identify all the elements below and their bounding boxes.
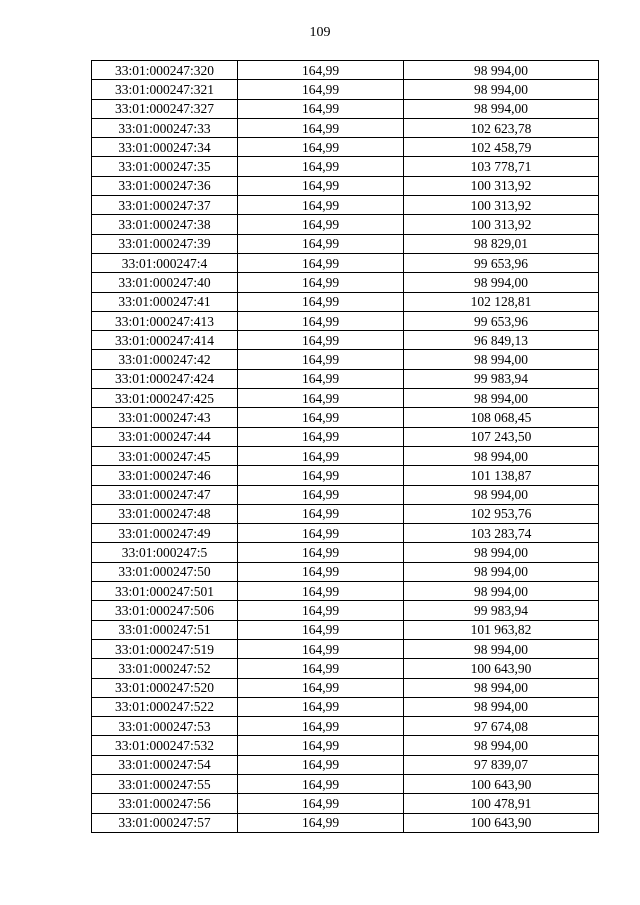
cadastral-number-cell: 33:01:000247:501 [92, 582, 238, 601]
table-row [92, 794, 599, 813]
area-cell: 164,99 [238, 774, 404, 793]
cadastral-number-cell: 33:01:000247:54 [92, 755, 238, 774]
table-row [92, 215, 599, 234]
table-row [92, 678, 599, 697]
area-cell: 164,99 [238, 273, 404, 292]
value-cell: 100 313,92 [404, 215, 599, 234]
table-row [92, 485, 599, 504]
value-cell: 97 674,08 [404, 717, 599, 736]
area-cell: 164,99 [238, 717, 404, 736]
cadastral-number-cell: 33:01:000247:49 [92, 524, 238, 543]
value-cell: 98 994,00 [404, 273, 599, 292]
area-cell: 164,99 [238, 697, 404, 716]
page-number: 109 [309, 25, 331, 40]
table-row [92, 176, 599, 195]
cadastral-number-cell: 33:01:000247:5 [92, 543, 238, 562]
value-cell: 101 963,82 [404, 620, 599, 639]
table-body [92, 61, 599, 833]
value-cell: 98 994,00 [404, 61, 599, 80]
table-row [92, 350, 599, 369]
value-cell: 101 138,87 [404, 466, 599, 485]
cadastral-number-cell: 33:01:000247:522 [92, 697, 238, 716]
table-row [92, 755, 599, 774]
table-row [92, 157, 599, 176]
cadastral-number-cell: 33:01:000247:55 [92, 774, 238, 793]
table-row [92, 80, 599, 99]
cadastral-number-cell: 33:01:000247:53 [92, 717, 238, 736]
table-row [92, 774, 599, 793]
table-row [92, 659, 599, 678]
value-cell: 102 623,78 [404, 118, 599, 137]
value-cell: 98 994,00 [404, 99, 599, 118]
table-row [92, 253, 599, 272]
cadastral-number-cell: 33:01:000247:35 [92, 157, 238, 176]
cadastral-number-cell: 33:01:000247:320 [92, 61, 238, 80]
cadastral-number-cell: 33:01:000247:44 [92, 427, 238, 446]
value-cell: 100 313,92 [404, 196, 599, 215]
value-cell: 102 953,76 [404, 504, 599, 523]
cadastral-number-cell: 33:01:000247:57 [92, 813, 238, 832]
cadastral-number-cell: 33:01:000247:519 [92, 639, 238, 658]
value-cell: 103 283,74 [404, 524, 599, 543]
value-cell: 98 994,00 [404, 736, 599, 755]
cadastral-number-cell: 33:01:000247:45 [92, 446, 238, 465]
value-cell: 98 994,00 [404, 697, 599, 716]
table-row [92, 543, 599, 562]
table-row [92, 466, 599, 485]
value-cell: 100 643,90 [404, 774, 599, 793]
area-cell: 164,99 [238, 813, 404, 832]
cadastral-number-cell: 33:01:000247:34 [92, 138, 238, 157]
cadastral-number-cell: 33:01:000247:39 [92, 234, 238, 253]
value-cell: 107 243,50 [404, 427, 599, 446]
value-cell: 98 829,01 [404, 234, 599, 253]
table-row [92, 717, 599, 736]
area-cell: 164,99 [238, 138, 404, 157]
area-cell: 164,99 [238, 292, 404, 311]
area-cell: 164,99 [238, 562, 404, 581]
value-cell: 103 778,71 [404, 157, 599, 176]
value-cell: 100 478,91 [404, 794, 599, 813]
cadastral-number-cell: 33:01:000247:56 [92, 794, 238, 813]
table-row [92, 562, 599, 581]
table-row [92, 504, 599, 523]
table-row [92, 273, 599, 292]
table-row [92, 582, 599, 601]
area-cell: 164,99 [238, 369, 404, 388]
value-cell: 98 994,00 [404, 582, 599, 601]
area-cell: 164,99 [238, 389, 404, 408]
area-cell: 164,99 [238, 176, 404, 195]
cadastral-number-cell: 33:01:000247:321 [92, 80, 238, 99]
area-cell: 164,99 [238, 639, 404, 658]
cadastral-number-cell: 33:01:000247:51 [92, 620, 238, 639]
table-row [92, 601, 599, 620]
cadastral-number-cell: 33:01:000247:37 [92, 196, 238, 215]
table-row [92, 697, 599, 716]
cadastral-number-cell: 33:01:000247:43 [92, 408, 238, 427]
cadastral-number-cell: 33:01:000247:50 [92, 562, 238, 581]
area-cell: 164,99 [238, 601, 404, 620]
cadastral-number-cell: 33:01:000247:46 [92, 466, 238, 485]
value-cell: 98 994,00 [404, 389, 599, 408]
table-row [92, 389, 599, 408]
value-cell: 98 994,00 [404, 543, 599, 562]
cadastral-number-cell: 33:01:000247:425 [92, 389, 238, 408]
cadastral-number-cell: 33:01:000247:38 [92, 215, 238, 234]
table-row [92, 99, 599, 118]
table-row [92, 118, 599, 137]
cadastral-number-cell: 33:01:000247:42 [92, 350, 238, 369]
table-row [92, 813, 599, 832]
cadastral-number-cell: 33:01:000247:52 [92, 659, 238, 678]
value-cell: 96 849,13 [404, 331, 599, 350]
area-cell: 164,99 [238, 215, 404, 234]
area-cell: 164,99 [238, 620, 404, 639]
cadastral-number-cell: 33:01:000247:520 [92, 678, 238, 697]
area-cell: 164,99 [238, 659, 404, 678]
value-cell: 98 994,00 [404, 350, 599, 369]
value-cell: 98 994,00 [404, 80, 599, 99]
value-cell: 97 839,07 [404, 755, 599, 774]
area-cell: 164,99 [238, 331, 404, 350]
area-cell: 164,99 [238, 157, 404, 176]
area-cell: 164,99 [238, 427, 404, 446]
area-cell: 164,99 [238, 485, 404, 504]
table-row [92, 234, 599, 253]
area-cell: 164,99 [238, 118, 404, 137]
area-cell: 164,99 [238, 446, 404, 465]
value-cell: 98 994,00 [404, 485, 599, 504]
value-cell: 102 458,79 [404, 138, 599, 157]
value-cell: 102 128,81 [404, 292, 599, 311]
cadastral-number-cell: 33:01:000247:532 [92, 736, 238, 755]
area-cell: 164,99 [238, 504, 404, 523]
area-cell: 164,99 [238, 234, 404, 253]
value-cell: 99 983,94 [404, 601, 599, 620]
area-cell: 164,99 [238, 196, 404, 215]
value-cell: 100 643,90 [404, 813, 599, 832]
table-row [92, 524, 599, 543]
table-row [92, 61, 599, 80]
value-cell: 99 653,96 [404, 253, 599, 272]
value-cell: 98 994,00 [404, 639, 599, 658]
table-row [92, 736, 599, 755]
area-cell: 164,99 [238, 736, 404, 755]
table-row [92, 639, 599, 658]
area-cell: 164,99 [238, 350, 404, 369]
value-cell: 98 994,00 [404, 562, 599, 581]
value-cell: 100 313,92 [404, 176, 599, 195]
table-row [92, 292, 599, 311]
cadastral-number-cell: 33:01:000247:33 [92, 118, 238, 137]
table-row [92, 446, 599, 465]
area-cell: 164,99 [238, 99, 404, 118]
area-cell: 164,99 [238, 61, 404, 80]
table-row [92, 331, 599, 350]
value-cell: 98 994,00 [404, 446, 599, 465]
table-row [92, 196, 599, 215]
area-cell: 164,99 [238, 524, 404, 543]
area-cell: 164,99 [238, 678, 404, 697]
area-cell: 164,99 [238, 80, 404, 99]
area-cell: 164,99 [238, 311, 404, 330]
cadastral-number-cell: 33:01:000247:47 [92, 485, 238, 504]
value-cell: 100 643,90 [404, 659, 599, 678]
cadastral-number-cell: 33:01:000247:327 [92, 99, 238, 118]
cadastral-number-cell: 33:01:000247:424 [92, 369, 238, 388]
area-cell: 164,99 [238, 755, 404, 774]
value-cell: 99 653,96 [404, 311, 599, 330]
value-cell: 98 994,00 [404, 678, 599, 697]
value-cell: 99 983,94 [404, 369, 599, 388]
table-row [92, 408, 599, 427]
cadastral-value-table [91, 60, 599, 833]
cadastral-number-cell: 33:01:000247:36 [92, 176, 238, 195]
table-row [92, 311, 599, 330]
area-cell: 164,99 [238, 253, 404, 272]
area-cell: 164,99 [238, 794, 404, 813]
cadastral-number-cell: 33:01:000247:48 [92, 504, 238, 523]
area-cell: 164,99 [238, 543, 404, 562]
table-row [92, 620, 599, 639]
cadastral-number-cell: 33:01:000247:506 [92, 601, 238, 620]
table-row [92, 138, 599, 157]
cadastral-number-cell: 33:01:000247:414 [92, 331, 238, 350]
cadastral-number-cell: 33:01:000247:41 [92, 292, 238, 311]
area-cell: 164,99 [238, 466, 404, 485]
cadastral-number-cell: 33:01:000247:4 [92, 253, 238, 272]
table-row [92, 427, 599, 446]
cadastral-number-cell: 33:01:000247:413 [92, 311, 238, 330]
cadastral-number-cell: 33:01:000247:40 [92, 273, 238, 292]
table-row [92, 369, 599, 388]
value-cell: 108 068,45 [404, 408, 599, 427]
area-cell: 164,99 [238, 408, 404, 427]
area-cell: 164,99 [238, 582, 404, 601]
